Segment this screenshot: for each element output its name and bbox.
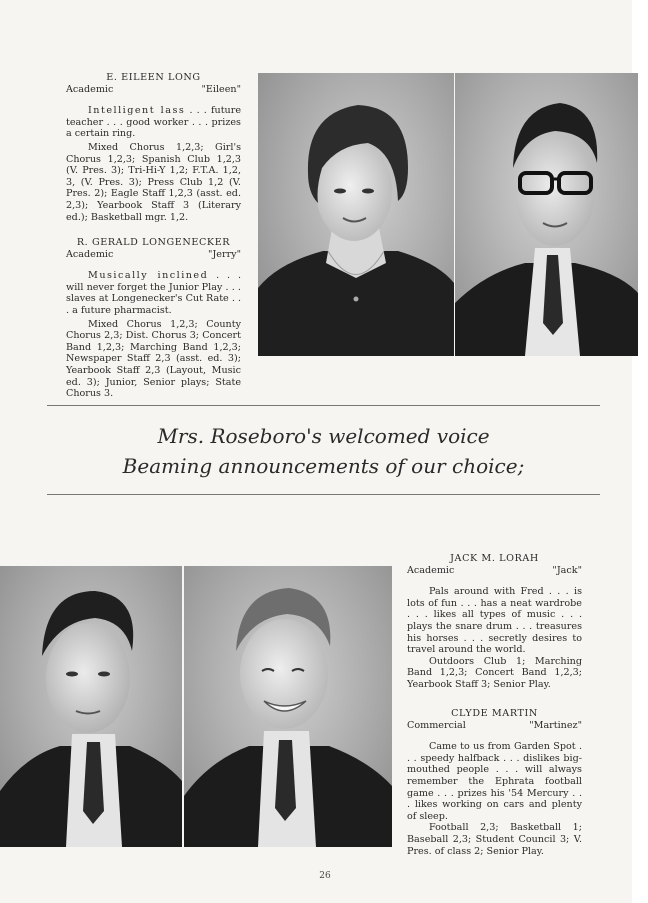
student-name: E. EILEEN LONG (106, 72, 201, 83)
divider-top (47, 405, 600, 406)
student-name: JACK M. LORAH (450, 553, 539, 564)
student-name: R. GERALD LONGENECKER (76, 237, 231, 248)
student-nickname: "Eileen" (201, 83, 241, 95)
student-nickname: "Jerry" (208, 248, 241, 260)
verse-line-1: Mrs. Roseboro's welcomed voice (157, 424, 490, 448)
student-activities: Outdoors Club 1; Marching Band 1,2,3; Concert Band 1,2,3; Yearbook Staff 3; Senior Play. (407, 655, 582, 690)
verse-line-2: Beaming announcements of our choice; (122, 454, 525, 478)
student-activities: Football 2,3; Basketball 1; Baseball 2,3; Student Council 3; V. Pres. of class 2; Senior Play. (407, 822, 582, 857)
student-description: Musically inclined . . . will never forget the Junior Play . . . slaves at Longenecker's Cut Rate . . . a future pharmacist. (66, 270, 242, 316)
student-nickname: "Martinez" (529, 719, 582, 731)
student-bio-gerald-longenecker (66, 237, 241, 400)
student-course: Academic (407, 564, 455, 576)
student-course: Academic (66, 83, 114, 95)
portrait-photo-jack-lorah (0, 566, 182, 847)
student-bio-clyde-martin (407, 708, 582, 857)
student-description: Pals around with Fred . . . is lots of fun . . . has a neat wardrobe . . . likes all types of music . . . plays the snare drum . . . treasures his horses . . . secretly desires to travel around the world. (407, 586, 582, 656)
student-course: Commercial (407, 719, 466, 731)
student-activities: Mixed Chorus 1,2,3; County Chorus 2,3; Dist. Chorus 3; Concert Band 1,2,3; Marching Band 1,2,3; Newspaper Staff 2,3 (asst. ed. 3); Yearbook Staff 2,3 (Layout, Music ed. 3); Junior, Senior plays; State Chorus 3. (66, 318, 241, 400)
student-name: CLYDE MARTIN (451, 708, 538, 719)
portrait-photo-gerald-longenecker (455, 73, 638, 356)
student-description: Intelligent lass . . . future teacher . . . good worker . . . prizes a certain ring. (66, 105, 241, 140)
divider-bottom (47, 494, 600, 495)
portrait-photo-clyde-martin (184, 566, 392, 847)
student-bio-eileen-long (66, 72, 241, 223)
portrait-photo-eileen-long (258, 73, 454, 356)
page-number: 26 (319, 871, 331, 881)
student-course: Academic (66, 248, 114, 260)
student-description: Came to us from Garden Spot . . . speedy halfback . . . dislikes big-mouthed people . . . will always remember the Ephrata football game . . . prizes his '54 Mercury . . . likes working on cars and plenty of sleep. (407, 741, 582, 822)
student-activities: Mixed Chorus 1,2,3; Girl's Chorus 1,2,3; Spanish Club 1,2,3 (V. Pres. 3); Tri-Hi-Y 1,2; F.T.A. 1,2, 3, (V. Pres. 3); Press Club 1,2 (V. Pres. 2); Eagle Staff 1,2,3 (asst. ed. 2,3); Yearbook Staff 3 (Literary ed.); Basketball mgr. 1,2. (66, 141, 241, 223)
student-bio-jack-lorah (407, 553, 582, 691)
student-nickname: "Jack" (552, 564, 582, 576)
